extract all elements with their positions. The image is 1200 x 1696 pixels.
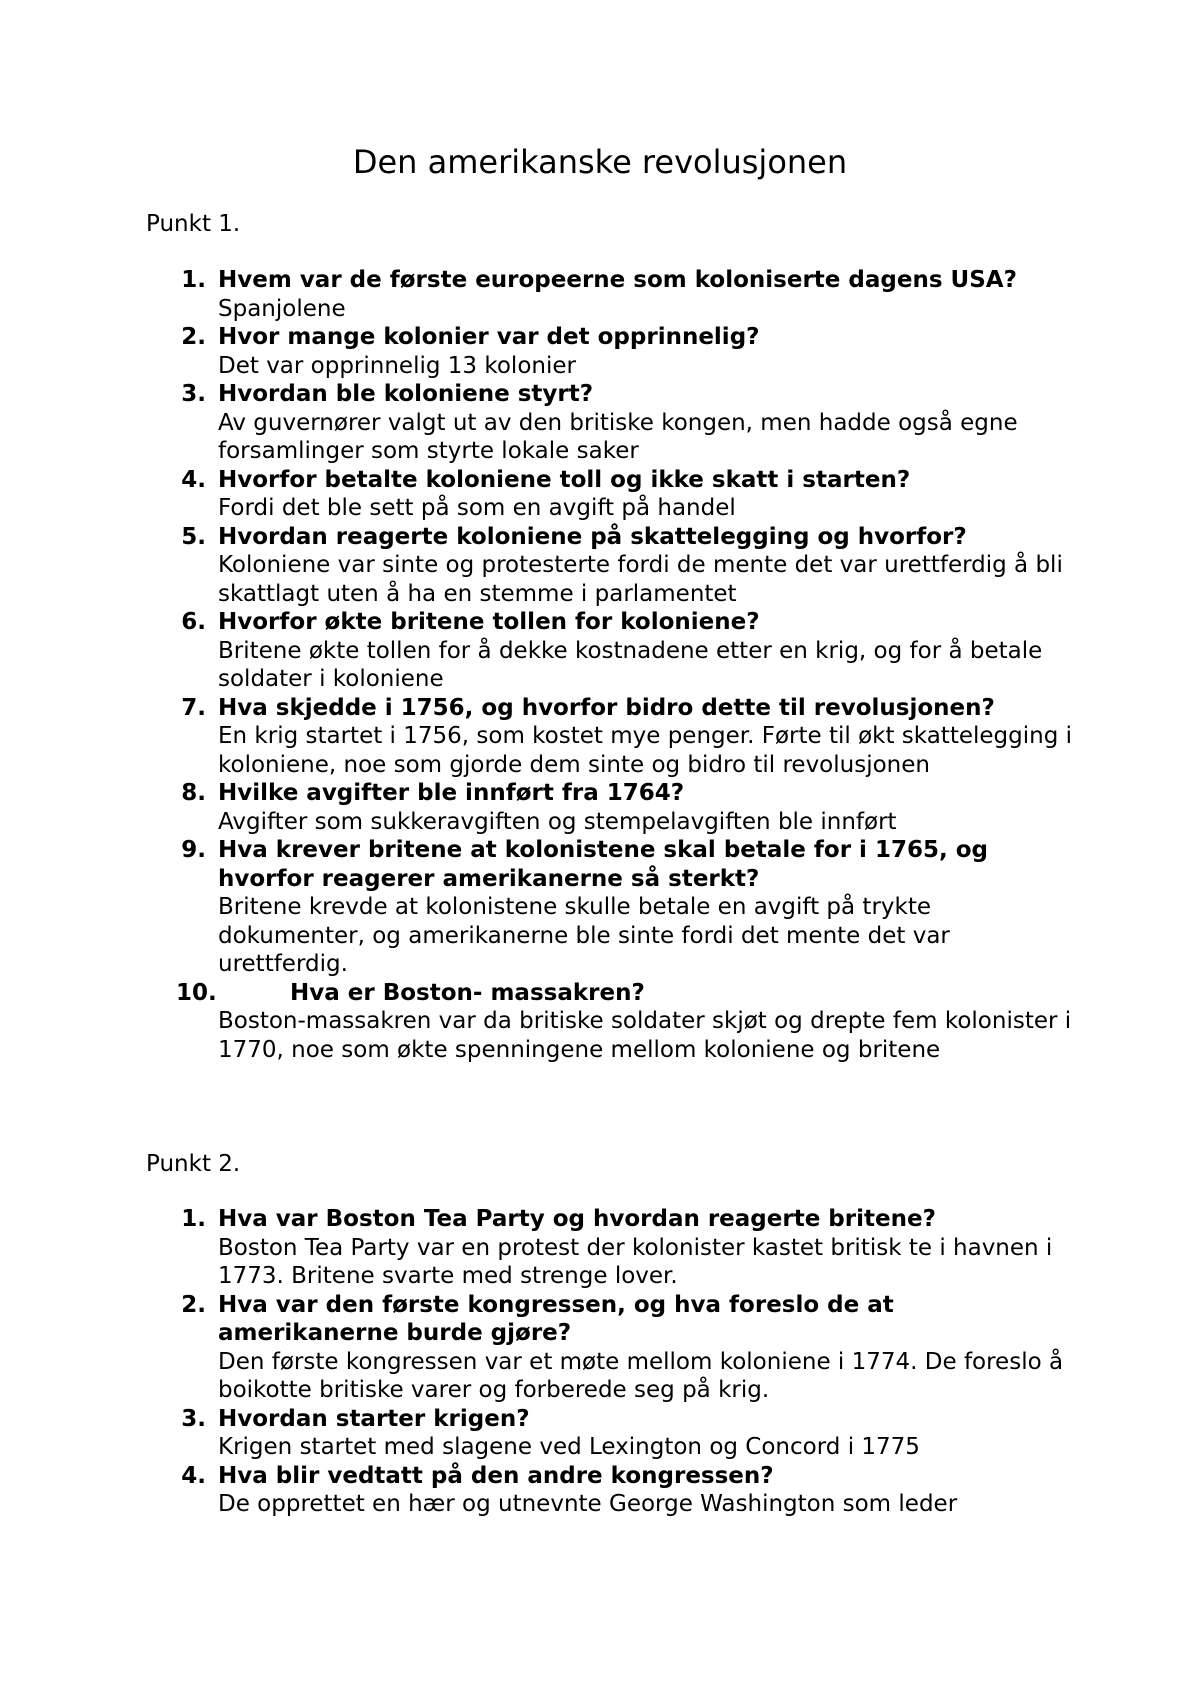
question-text: Hvilke avgifter ble innført fra 1764? xyxy=(218,780,685,806)
answer-text: Krigen startet med slagene ved Lexington og Concord i 1775 xyxy=(218,1434,920,1460)
answer-text: Fordi det ble sett på som en avgift på handel xyxy=(218,495,736,521)
section-label-2: Punkt 2. xyxy=(146,1151,241,1177)
question-text: Hvordan ble koloniene styrt? xyxy=(218,381,594,407)
item-number: 6. xyxy=(181,609,206,635)
answer-text: En krig startet i 1756, som kostet mye penger. Førte til økt skattelegging i koloniene, noe som gjorde dem sinte og bidro til revolusjonen xyxy=(218,723,1072,778)
list-item xyxy=(0,466,1200,523)
answer-text: Boston-massakren var da britiske soldater skjøt og drepte fem kolonister i 1770, noe som økte spenningene mellom koloniene og britene xyxy=(218,1008,1072,1063)
list-item xyxy=(0,1291,1200,1405)
question-text: Hva skjedde i 1756, og hvorfor bidro dette til revolusjonen? xyxy=(218,694,995,721)
answer-text: Den første kongressen var et møte mellom koloniene i 1774. De foreslo å boikotte britiske varer og forberede seg på krig. xyxy=(218,1348,1064,1403)
list-item xyxy=(0,1405,1200,1462)
question-text: Hvordan starter krigen? xyxy=(218,1405,530,1432)
question-text: Hvem var de første europeerne som koloniserte dagens USA? xyxy=(218,267,1017,293)
answer-text: Britene krevde at kolonistene skulle betale en avgift på trykte dokumenter, og amerikanerne ble sinte fordi det mente det var urettferdig. xyxy=(218,894,950,977)
answer-text: Koloniene var sinte og protesterte fordi de mente det var urettferdig å bli skattlagt uten å ha en stemme i parlamentet xyxy=(218,552,1063,607)
answer-text: Spanjolene xyxy=(218,295,346,322)
item-number: 4. xyxy=(181,466,206,493)
question-list-1 xyxy=(0,266,1200,1064)
question-text: Hva er Boston- massakren? xyxy=(290,979,645,1006)
question-text: Hvordan reagerte koloniene på skattelegging og hvorfor? xyxy=(218,523,967,550)
item-number: 7. xyxy=(181,694,206,721)
item-number: 5. xyxy=(181,523,206,550)
list-item xyxy=(0,266,1200,323)
answer-text: Avgifter som sukkeravgiften og stempelavgiften ble innført xyxy=(218,808,897,835)
item-number: 3. xyxy=(181,381,206,407)
list-item xyxy=(0,779,1200,836)
item-number: 1. xyxy=(181,1206,206,1232)
item-number: 8. xyxy=(181,780,206,806)
list-item xyxy=(0,1462,1200,1519)
item-number: 2. xyxy=(181,324,206,350)
document-title: Den amerikanske revolusjonen xyxy=(352,143,848,181)
list-item xyxy=(0,523,1200,609)
list-item xyxy=(0,979,1200,1065)
list-item xyxy=(0,323,1200,380)
item-number: 4. xyxy=(181,1462,206,1489)
list-item xyxy=(0,836,1200,979)
list-item xyxy=(0,1205,1200,1291)
item-number: 1. xyxy=(181,267,206,293)
question-list-2 xyxy=(0,1205,1200,1519)
question-text: Hvorfor økte britene tollen for koloniene? xyxy=(218,609,760,635)
list-item xyxy=(0,608,1200,694)
answer-text: Av guvernører valgt ut av den britiske kongen, men hadde også egne forsamlinger som styrte lokale saker xyxy=(218,409,1018,464)
question-text: Hva var Boston Tea Party og hvordan reagerte britene? xyxy=(218,1206,936,1232)
question-text: Hva blir vedtatt på den andre kongressen? xyxy=(218,1462,774,1489)
section-label-1: Punkt 1. xyxy=(146,211,241,237)
answer-text: Britene økte tollen for å dekke kostnadene etter en krig, og for å betale soldater i koloniene xyxy=(218,637,1043,692)
list-item xyxy=(0,380,1200,466)
answer-text: Det var opprinnelig 13 kolonier xyxy=(218,352,576,379)
question-text: Hva krever britene at kolonistene skal betale for i 1765, og hvorfor reagerer amerikanerne så sterkt? xyxy=(218,837,988,892)
item-number: 9. xyxy=(181,837,206,863)
item-number: 10. xyxy=(176,979,217,1006)
question-text: Hvor mange kolonier var det opprinnelig? xyxy=(218,324,760,350)
question-text: Hvorfor betalte koloniene toll og ikke skatt i starten? xyxy=(218,466,911,493)
item-number: 3. xyxy=(181,1405,206,1432)
item-number: 2. xyxy=(181,1291,206,1318)
question-text: Hva var den første kongressen, og hva foreslo de at amerikanerne burde gjøre? xyxy=(218,1291,894,1346)
list-item xyxy=(0,694,1200,780)
answer-text: De opprettet en hær og utnevnte George Washington som leder xyxy=(218,1491,958,1517)
answer-text: Boston Tea Party var en protest der kolonister kastet britisk te i havnen i 1773. Britene svarte med strenge lover. xyxy=(218,1234,1053,1289)
